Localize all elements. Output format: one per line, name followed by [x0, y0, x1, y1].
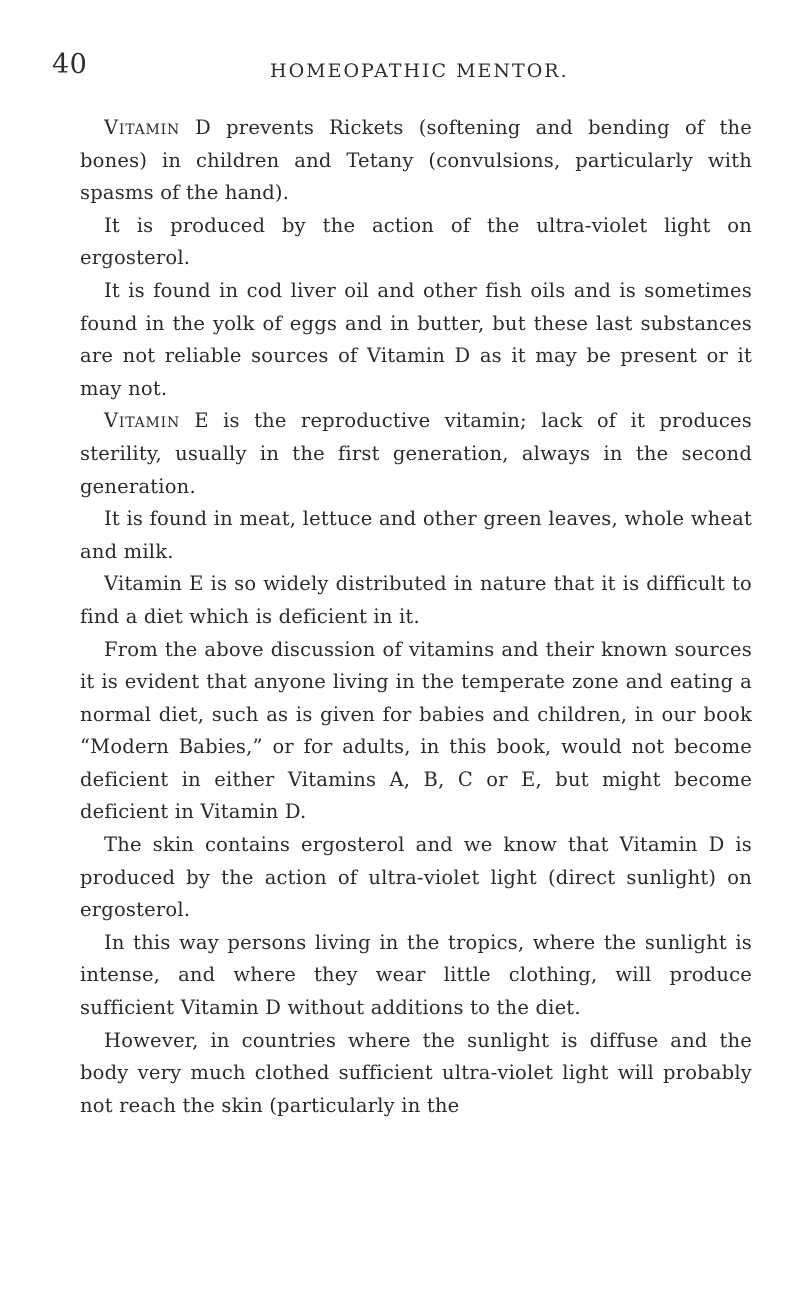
paragraph-diffuse-sunlight [80, 1025, 752, 1123]
paragraph-vitamin-e-reproductive [80, 405, 752, 503]
paragraph-lead: Vitamin [104, 116, 181, 139]
page-number: 40 [52, 49, 88, 80]
paragraph-text: In this way persons living in the tropics, where the sunlight is intense, and where they wear little clothing, will produce sufficient Vitamin D without additions to the diet. [80, 930, 752, 1020]
paragraph-tropics [80, 927, 752, 1025]
paragraph-text: D prevents Rickets (softening and bending of the bones) in children and Tetany (convulsions, particularly with spasms of the hand). [80, 116, 752, 205]
paragraph-text: It is found in meat, lettuce and other green leaves, whole wheat and milk. [80, 507, 752, 563]
paragraph-discussion-summary [80, 634, 752, 830]
paragraph-vitamin-d-production [80, 210, 752, 275]
paragraph-text: However, in countries where the sunlight is diffuse and the body very much clothed sufficient ultra-violet light will probably not reach the skin (particularly in the [80, 1028, 752, 1117]
paragraph-vitamin-e-distribution [80, 568, 752, 633]
paragraph-lead: Vitamin [104, 409, 181, 433]
paragraph-text: It is produced by the action of the ultra-violet light on ergosterol. [80, 213, 752, 270]
paragraph-text: Vitamin E is so widely distributed in nature that it is difficult to find a diet which is deficient in it. [80, 572, 752, 628]
paragraph-text: From the above discussion of vitamins and their known sources it is evident that anyone living in the temperate zone and eating a normal diet, such as is given for babies and children, in our book “Modern Babies,” or for adults, in this book, would not become deficient in either Vitamins A, B, C or E, but might become deficient in Vitamin D. [80, 637, 752, 824]
paragraph-vitamin-d-rickets [80, 112, 752, 210]
paragraph-skin-ergosterol [80, 829, 752, 927]
paragraph-vitamin-e-sources [80, 503, 752, 568]
paragraph-text: It is found in cod liver oil and other fish oils and is sometimes found in the yolk of eggs and in butter, but these last substances are not reliable sources of Vitamin D as it may be present or it may not. [80, 278, 752, 400]
paragraph-vitamin-d-sources [80, 275, 752, 405]
body-text [80, 112, 752, 1122]
paragraph-text: E is the reproductive vitamin; lack of it produces sterility, usually in the first generation, always in the second generation. [80, 409, 752, 498]
paragraph-text: The skin contains ergosterol and we know that Vitamin D is produced by the action of ultra-violet light (direct sunlight) on ergosterol. [80, 833, 752, 922]
running-head: HOMEOPATHIC MENTOR. [270, 60, 569, 82]
